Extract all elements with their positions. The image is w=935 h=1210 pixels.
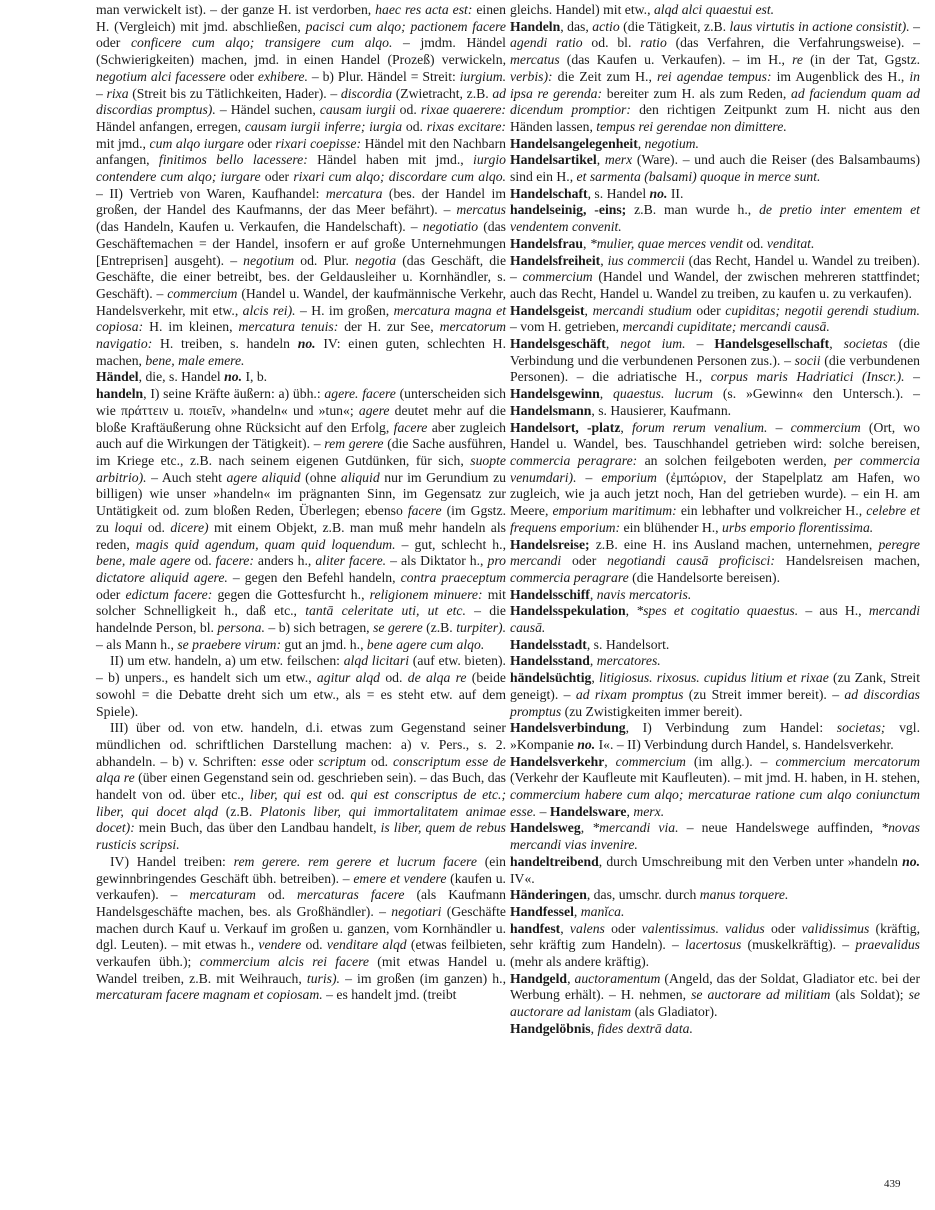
left-column xyxy=(96,2,506,1004)
dictionary-entry: Handelsort, -platz, forum rerum venalium. – commercium (Ort, wo Handel u. Wandel, bes. Tauschhandel getrieben wird: solche bereisen, commercia peragrare: an solchen feilgeboten werden, per commercia venumdari). – emporium (ἐμπώριον, der Stapelplatz am Hafen, wo zugleich, wie ja auch jetzt noch, Han del getrieben wurde). – ein H. am Meere, emporium maritimum: ein lebhafter und volkreicher H., celebre et frequens emporium: ein blühender H., urbs emporio florentissima. xyxy=(510,419,921,535)
dictionary-entry: handeln, I) seine Kräfte äußern: a) übh.: agere. facere (unterscheiden sich wie πράττειν u. ποιεῖν, »handeln« und »tun«; agere deutet mehr auf die bloße Kraftäußerung ohne Rücksicht auf den Erfolg, facere aber zugleich auch auf die Wirkungen der Tätigkeit). – rem gerere (die Sache ausführen, im Kriege etc., z.B. nach seinem eigenen Gutdünken, für sich, suopte arbitrio). – Auch steht agere aliquid (ohne aliquid nur im Gerundium zu billigen) wie unser »handeln« im prägnanten Sinn, im Gegensatz zur Untätigkeit od. zum bloßen Reden, Überlegen; ebenso facere (im Ggstz. zu loqui od. dicere) mit einem Objekt, z.B. man muß mehr handeln als reden, magis quid agendum, quam quid loquendum. – gut, schlecht h., bene, male agere od. facere: anders h., aliter facere. – als Diktator h., pro dictatore aliquid agere. – gegen den Befehl handeln, contra praeceptum oder edictum facere: gegen die Gottesfurcht h., religionem minuere: mit solcher Schnelligkeit h., daß etc., tantā celeritate uti, ut etc. – die handelnde Person, bl. persona. – b) sich betragen, se gerere (z.B. turpiter). – als Mann h., se praebere virum: gut an jmd. h., bene agere cum alqo. xyxy=(96,386,507,652)
dictionary-entry: Handfessel, manĭca. xyxy=(510,903,625,919)
page-number: 439 xyxy=(884,1178,901,1190)
dictionary-entry: Handelsgeist, mercandi studium oder cupiditas; negotii gerendi studium. – vom H. getrieben, mercandi cupiditate; mercandi causā. xyxy=(510,302,920,335)
dictionary-entry: man verwickelt ist). – der ganze H. ist verdorben, haec res acta est: einen H. (Vergleich) mit jmd. abschließen, pacisci cum alqo; pactionem facere oder conficere cum alqo; transigere cum alqo. – jmdm. Händel (Schwierigkeiten) machen, jmd. in einen Handel (Prozeß) verwickeln, negotium alci facessere oder exhibere. – b) Plur. Händel = Streit: iurgium. – rixa (Streit bis zu Tätlichkeiten, Hader). – discordia (Zwietracht, z.B. ad discordias promptus). – Händel suchen, causam iurgii od. rixae quaerere: Händel anfangen, erregen, causam iurgii inferre; iurgia od. rixas excitare: mit jmd., cum alqo iurgare oder rixari coepisse: Händel mit den Nachbarn anfangen, finitimos bello lacessere: Händel haben mit jmd., iurgio contendere cum alqo; iurgare oder rixari cum alqo; discordare cum alqo. – II) Vertrieb von Waren, Kaufhandel: mercatura (bes. der Handel im großen, der Handel des Kaufmanns, der das Meer befährt). – mercatus (das Handeln, Kaufen u. Verkaufen, die Handelschaft). – negotiatio (das Geschäftemachen = der Handel, insofern er auf große Unternehmungen [Entreprisen] ausgeht). – negotium od. Plur. negotia (das Geschäft, die Geschäfte, die einer betreibt, bes. der Geldausleiher u. Kornhändler, s. Geschäft). – commercium (Handel u. Wandel, der kaufmännische Verkehr, Handelsverkehr, mit etw., alcis rei). – H. im großen, mercatura magna et copiosa: H. im kleinen, mercatura tenuis: der H. zur See, mercatorum navigatio: H. treiben, s. handeln no. IV: einen guten, schlechten H. machen, bene, male emere. xyxy=(96,2,507,368)
dictionary-entry: Handelsartikel, merx (Ware). – und auch die Reiser (des Balsambaums) sind ein H., et sarmenta (balsami) quoque in merce sunt. xyxy=(510,152,921,185)
dictionary-entry: Handelsangelegenheit, negotium. xyxy=(510,135,699,151)
dictionary-entry: Handgelöbnis, fides dextrā data. xyxy=(510,1020,693,1036)
dictionary-entry: Handelschaft, s. Handel no. II. xyxy=(510,185,684,201)
dictionary-entry: Handelsreise; z.B. eine H. ins Ausland machen, unternehmen, peregre mercandi oder negotiandi causā proficisci: Handelsreisen machen, commercia peragrare (die Handelsorte bereisen). xyxy=(510,536,920,585)
dictionary-entry: Händel, die, s. Handel no. I, b. xyxy=(96,369,268,385)
dictionary-entry: III) über od. von etw. handeln, d.i. etwas zum Gegenstand seiner mündlichen od. schriftlichen Darstellung machen: a) v. Pers., s. 2. abhandeln. – b) v. Schriften: esse oder scriptum od. conscriptum esse de alqa re (über einen Gegenstand sein od. geschrieben sein). – das Buch, das handelt von od. über etc., liber, qui est od. qui est conscriptus de etc.; liber, qui docet alqd (z.B. Platonis liber, qui immortalitatem animae docet): mein Buch, das über den Landbau handelt, is liber, quem de rebus rusticis scripsi. xyxy=(96,720,507,853)
dictionary-entry: Handelsschiff, navis mercatoris. xyxy=(510,586,692,602)
dictionary-entry: Handelsfreiheit, ius commercii (das Recht, Handel u. Wandel zu treiben). – commercium (Handel und Wandel, der zwischen mehreren stattfindet; auch das Recht, Handel u. Wandel zu treiben, zu kaufen u. zu verkaufen). xyxy=(510,252,921,301)
dictionary-entry: Handelsverbindung, I) Verbindung zum Handel: societas; vgl. »Kompanie no. I«. – II) Verbindung durch Handel, s. Handelsverkehr. xyxy=(510,720,920,752)
dictionary-entry: Handelsstand, mercatores. xyxy=(510,653,661,669)
dictionary-entry: Handgeld, auctoramentum (Angeld, das der Soldat, Gladiator etc. bei der Werbung erhält). – H. nehmen, se auctorare ad militiam (als Soldat); se auctorare ad lanistam (als Gladiator). xyxy=(510,970,920,1020)
dictionary-entry: Handelsstadt, s. Handelsort. xyxy=(510,636,670,652)
dictionary-entry: Handelsverkehr, commercium (im allg.). – commercium mercatorum (Verkehr der Kaufleute mit Kaufleuten). – mit jmd. H. haben, in H. stehen, commercium habere cum alqo; mercaturae ratione cum alqo coniunctum esse. – Handelsware, merx. xyxy=(510,753,921,819)
right-column xyxy=(510,2,920,1038)
dictionary-entry: Handelsgeschäft, negot ium. – Handelsgesellschaft, societas (die Verbindung und die verbundenen Personen zus.). – socii (die verbundenen Personen). – die adriatische H., corpus maris Hadriatici (Inscr.). – Handelsgewinn, quaestus. lucrum (s. »Gewinn« den Untersch.). – Handelsmann, s. Hausierer, Kaufmann. xyxy=(510,336,921,418)
dictionary-entry: handfest, valens oder valentissimus. validus oder validissimus (kräftig, sehr kräftig zum Handeln). – lacertosus (muskelkräftig). – praevalidus (mehr als andere kräftig). xyxy=(510,920,921,970)
dictionary-entry: II) um etw. handeln, a) um etw. feilschen: alqd licitari (auf etw. bieten). – b) unpers., es handelt sich um etw., agitur alqd od. de alqa re (beide sowohl = die Debatte dreht sich um etw., als = es steht etw. auf dem Spiele). xyxy=(96,653,506,719)
dictionary-entry: gleichs. Handel) mit etw., alqd alci quaestui est. xyxy=(510,2,775,17)
dictionary-entry: Händeringen, das, umschr. durch manus torquere. xyxy=(510,887,789,903)
dictionary-entry: Handelsfrau, *mulier, quae merces vendit od. venditat. xyxy=(510,235,815,251)
dictionary-entry: handelseinig, -eins; z.B. man wurde h., de pretio inter ementem et vendentem convenit. xyxy=(510,202,920,235)
dictionary-entry: händelsüchtig, litigiosus. rixosus. cupidus litium et rixae (zu Zank, Streit geneigt). – ad rixam promptus (zu Streit immer bereit). – ad discordias promptus (zu Zwistigkeiten immer bereit). xyxy=(510,670,920,719)
dictionary-entry: handeltreibend, durch Umschreibung mit den Verben unter »handeln no. IV«. xyxy=(510,853,920,886)
dictionary-entry: IV) Handel treiben: rem gerere. rem gerere et lucrum facere (ein gewinnbringendes Geschäft übh. betreiben). – emere et vendere (kaufen u. verkaufen). – mercaturam od. mercaturas facere (als Kaufmann Handelsgeschäfte machen, bes. als Großhändler). – negotiari (Geschäfte machen durch Kauf u. Verkauf im großen u. ganzen, vom Kornhändler u. dgl. Leuten). – mit etwas h., vendere od. venditare alqd (etwas feilbieten, verkaufen übh.); commercium alcis rei facere (mit etwas Handel u. Wandel treiben, z.B. mit Weihrauch, turis). – im großen (im ganzen) h., mercaturam facere magnam et copiosam. – es handelt jmd. (treibt xyxy=(96,853,507,1003)
dictionary-entry: Handelsweg, *mercandi via. – neue Handelswege auffinden, *novas mercandi vias invenire. xyxy=(510,820,920,853)
dictionary-entry: Handelsspekulation, *spes et cogitatio quaestus. – aus H., mercandi causā. xyxy=(510,603,920,636)
dictionary-entry: Handeln, das, actio (die Tätigkeit, z.B. laus virtutis in actione consistit). – agendi ratio od. bl. ratio (das Verfahren, die Verfahrungsweise). – mercatus (das Kaufen u. Verkaufen). – im H., re (in der Tat, Ggstz. verbis): die Zeit zum H., rei agendae tempus: im Augenblick des H., in ipsa re gerenda: bereiter zum H. als zum Reden, ad faciendum quam ad dicendum promptior: den richtigen Zeitpunkt zum H. nicht aus den Händen lassen, tempus rei gerendae non dimittere. xyxy=(510,18,921,134)
